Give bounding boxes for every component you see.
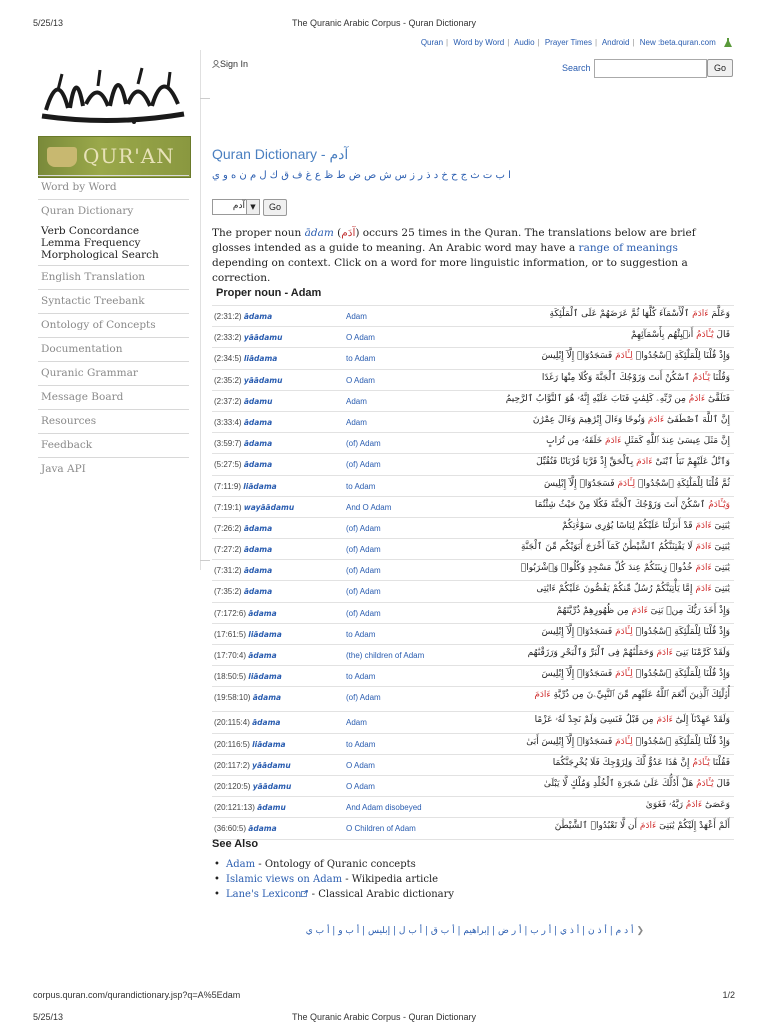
- transliteration[interactable]: wayāādamu: [243, 502, 295, 512]
- transliteration[interactable]: ādama: [243, 587, 273, 597]
- gloss[interactable]: Adam: [346, 718, 367, 728]
- intro-paragraph: [212, 226, 734, 286]
- transliteration[interactable]: liādama: [252, 739, 286, 749]
- verse-text: مِن رَّبِّهِۦ كَلِمَٰتٍ فَتَابَ عَلَيْهِ إِنَّهُۥ هُوَ ٱلتَّوَّابُ ٱلرَّحِيمُ: [505, 393, 689, 404]
- transliteration[interactable]: yāādamu: [252, 760, 291, 770]
- transliteration[interactable]: liādama: [243, 481, 277, 491]
- table-row: [212, 454, 734, 475]
- verse-text: ٱلْأَسْمَآءَ كُلَّهَا ثُمَّ عَرَضَهُمْ عَلَى ٱلْمَلَٰٓئِكَةِ: [549, 309, 693, 319]
- sidebar: [38, 175, 189, 481]
- gloss[interactable]: O Adam: [346, 760, 375, 770]
- arabic-verse[interactable]: [506, 394, 730, 404]
- arabic-verse[interactable]: [535, 715, 730, 725]
- gloss[interactable]: (of) Adam: [346, 608, 381, 618]
- arabic-verse[interactable]: [542, 669, 730, 679]
- nav-quran[interactable]: Quran: [420, 38, 444, 48]
- gloss[interactable]: O Adam: [346, 375, 375, 385]
- arabic-verse[interactable]: [521, 563, 730, 573]
- location-ref[interactable]: (19:58:10): [214, 693, 251, 703]
- gloss[interactable]: O Children of Adam: [346, 824, 416, 834]
- gloss[interactable]: And Adam disobeyed: [346, 803, 422, 813]
- list-item: [212, 857, 454, 872]
- verse-text: هَلْ أَدُلُّكَ عَلَىٰ شَجَرَةِ ٱلْخُلْدِ وَمُلْكٍ لَّا يَبْلَىٰ: [543, 778, 697, 789]
- sidebar-item-java-api[interactable]: Java API: [41, 463, 86, 475]
- table-row: [212, 776, 734, 797]
- print-url: corpus.quran.com/qurandictionary.jsp?q=A%5Edam: [33, 990, 241, 1000]
- see-also-desc: - Ontology of Quranic concepts: [255, 859, 416, 870]
- verse-location[interactable]: [214, 651, 277, 660]
- chevron-down-icon: ▼: [246, 200, 259, 214]
- verse-location[interactable]: [214, 740, 286, 749]
- table-row: [212, 818, 734, 839]
- user-icon: [212, 60, 220, 68]
- verse-text: وَعَلَّمَ: [708, 309, 730, 319]
- location-ref[interactable]: (17:70:4): [214, 651, 247, 660]
- highlighted-word[interactable]: ءَادَمَ: [656, 648, 673, 658]
- highlighted-word[interactable]: ءَادَمَ: [647, 414, 665, 425]
- table-row: [212, 348, 734, 369]
- highlighted-word[interactable]: يَٰٓـَٔادَمُ: [696, 330, 714, 341]
- sidebar-item-resources[interactable]: Resources: [38, 410, 189, 434]
- sidebar-sub-verb-concordance[interactable]: Verb Concordance: [41, 225, 140, 237]
- verse-text: ٱسْكُنْ أَنتَ وَزَوْجُكَ ٱلْجَنَّةَ وَكُلَا مِنْهَا رَغَدًا: [541, 372, 693, 383]
- location-ref[interactable]: (36:60:5): [214, 824, 247, 834]
- shahada-calligraphy-logo: [38, 60, 188, 128]
- highlighted-word[interactable]: يَٰٓـَٔادَمُ: [692, 757, 710, 768]
- location-ref[interactable]: (20:115:4): [214, 718, 250, 728]
- see-also-title: See Also: [212, 838, 259, 850]
- verse-location[interactable]: [214, 609, 277, 618]
- table-row: [212, 645, 734, 666]
- intro-translit-link[interactable]: ādam: [304, 227, 334, 239]
- arabic-verse[interactable]: [536, 584, 730, 594]
- verse-text: يَٰبَنِىٓ: [711, 563, 730, 574]
- print-title: The Quranic Arabic Corpus - Quran Dictionary: [291, 18, 477, 28]
- highlighted-word[interactable]: لِـَٔادَمَ: [617, 478, 636, 489]
- gloss[interactable]: O Adam: [346, 333, 375, 343]
- verse-text: وَقُلْنَا: [710, 372, 730, 383]
- location-ref[interactable]: (20:121:13): [214, 803, 255, 813]
- root-pagination-list[interactable]: أ د م | أ ذ ن | أ ذ ي | أ ر ب | أ ر ض | إبراهيم | أ ب ق | أ ب ل | إبليس | أ ب و | أ ب ي: [305, 926, 634, 936]
- verse-text: فَسَجَدُوٓا۟ إِلَّآ إِبْلِيسَ: [541, 626, 616, 637]
- table-row: [212, 797, 734, 818]
- nav-android[interactable]: Android: [601, 38, 630, 48]
- table-row: [212, 370, 734, 391]
- verse-location[interactable]: [214, 376, 282, 385]
- sidebar-item-ontology[interactable]: Ontology of Concepts: [38, 314, 189, 338]
- verse-text: قَالَ: [713, 330, 730, 341]
- transliteration[interactable]: ādama: [243, 312, 273, 321]
- verse-text: وَٱتْلُ عَلَيْهِمْ نَبَأَ ٱبْنَىْ: [652, 457, 730, 468]
- highlighted-word[interactable]: ءَادَمَ: [695, 563, 712, 574]
- root-go-button[interactable]: Go: [263, 199, 287, 216]
- highlighted-word[interactable]: ءَادَمَ: [636, 457, 653, 468]
- sidebar-item-syntactic-treebank[interactable]: Syntactic Treebank: [38, 290, 189, 314]
- highlighted-word[interactable]: لِـَٔادَمَ: [615, 626, 633, 637]
- nav-audio[interactable]: Audio: [514, 38, 535, 48]
- arabic-verse[interactable]: [546, 436, 730, 446]
- arabic-verse[interactable]: [536, 457, 730, 467]
- intro-text: (: [333, 227, 342, 239]
- print-title: The Quranic Arabic Corpus - Quran Dictionary: [291, 1012, 477, 1022]
- range-of-meanings-link[interactable]: range of meanings: [578, 242, 678, 254]
- search-input[interactable]: [594, 59, 707, 78]
- arabic-verse[interactable]: [542, 627, 730, 637]
- print-page-number: 1/2: [722, 990, 735, 1000]
- nav-word-by-word[interactable]: Word by Word: [453, 38, 505, 48]
- verse-text: وَإِذْ قُلْنَا لِلْمَلَٰٓئِكَةِ ٱسْجُدُوا۟: [632, 626, 730, 637]
- verse-text: إِنَّ مَثَلَ عِيسَىٰ عِندَ ٱللَّهِ كَمَثَلِ: [621, 436, 730, 447]
- table-row: [212, 476, 734, 497]
- table-row: [212, 755, 734, 776]
- highlighted-word[interactable]: ءَادَمَ: [692, 309, 709, 319]
- verse-text: خُذُوا۟ زِينَتَكُمْ عِندَ كُلِّ مَسْجِدٍ وَكُلُوا۟ وَٱشْرَبُوا۟: [520, 563, 696, 574]
- highlighted-word[interactable]: ءَادَمَ: [695, 520, 712, 531]
- quran-logo[interactable]: [38, 136, 191, 178]
- highlighted-word[interactable]: وَيَٰٓـَٔادَمُ: [708, 499, 730, 510]
- verse-text: وَلَقَدْ كَرَّمْنَا بَنِىٓ: [672, 648, 730, 658]
- table-row: [212, 581, 734, 602]
- verse-location[interactable]: [214, 672, 282, 681]
- search-label: Search: [562, 63, 591, 73]
- see-also-link[interactable]: Lane's Lexicon: [226, 889, 302, 900]
- arabic-verse[interactable]: [526, 737, 730, 747]
- verse-text: مِن قَبْلُ فَنَسِىَ وَلَمْ نَجِدْ لَهُۥ عَزْمًا: [534, 715, 657, 726]
- verse-text: ثُمَّ قُلْنَا لِلْمَلَٰٓئِكَةِ ٱسْجُدُوا۟: [635, 478, 730, 489]
- arabic-verse[interactable]: [544, 779, 730, 789]
- transliteration[interactable]: yāādamu: [252, 781, 292, 791]
- verse-location[interactable]: [214, 354, 277, 363]
- verse-text: وَعَصَىٰٓ: [702, 800, 730, 811]
- intro-text: depending on context. Click on a word for more linguistic information, or to suggestion a correction.: [212, 257, 688, 284]
- intro-text: The proper noun: [212, 227, 305, 239]
- location-ref[interactable]: (7:31:2): [214, 566, 242, 576]
- table-row: [212, 327, 734, 348]
- verse-location[interactable]: [214, 503, 294, 512]
- highlighted-word[interactable]: ءَادَمَ: [605, 436, 622, 447]
- section-title: Proper noun - Adam: [216, 287, 322, 299]
- location-ref[interactable]: (2:34:5): [214, 354, 242, 364]
- see-also-desc: - Wikipedia article: [342, 874, 439, 885]
- transliteration[interactable]: liādama: [248, 629, 282, 639]
- table-row: [212, 412, 734, 433]
- table-row: [212, 687, 734, 712]
- verse-text: إِنَّ ٱللَّهَ ٱصْطَفَىٰٓ: [664, 414, 730, 425]
- location-ref[interactable]: (7:19:1): [214, 502, 242, 512]
- sidebar-item-documentation[interactable]: Documentation: [38, 338, 189, 362]
- transliteration[interactable]: ādama: [248, 651, 277, 660]
- highlighted-word[interactable]: ءَادَمَ: [639, 821, 657, 832]
- verse-text: وَإِذْ قُلْنَا لِلْمَلَٰٓئِكَةِ ٱسْجُدُوا۟: [632, 669, 730, 680]
- sidebar-item-feedback[interactable]: Feedback: [38, 434, 189, 458]
- table-row: [212, 560, 734, 581]
- gloss[interactable]: (of) Adam: [346, 693, 381, 703]
- arabic-verse[interactable]: [544, 479, 730, 489]
- highlighted-word[interactable]: يَٰٓـَٔادَمُ: [692, 372, 711, 383]
- verse-text: قَدْ أَنزَلْنَا عَلَيْكُمْ لِبَاسًا يُوَٰرِى سَوْءَٰتِكُمْ: [562, 520, 696, 531]
- location-ref[interactable]: (17:61:5): [214, 629, 247, 639]
- verse-text: يَٰبَنِىٓ: [711, 520, 730, 531]
- highlighted-word[interactable]: ءَادَمَ: [534, 690, 551, 701]
- verse-text: خَلَقَهُۥ مِن تُرَابٍ: [546, 436, 605, 447]
- sidebar-item-word-by-word[interactable]: Word by Word: [38, 175, 189, 200]
- transliteration[interactable]: ādama: [243, 523, 273, 533]
- verse-location[interactable]: [214, 761, 291, 770]
- transliteration[interactable]: ādama: [243, 460, 273, 470]
- verse-location[interactable]: [214, 418, 272, 427]
- gloss[interactable]: to Adam: [346, 672, 376, 682]
- gloss[interactable]: Adam: [346, 396, 367, 406]
- transliteration[interactable]: ādama: [243, 545, 273, 555]
- book-icon: [47, 147, 77, 167]
- highlighted-word[interactable]: يَٰٓـَٔادَمُ: [696, 778, 714, 789]
- arabic-verse[interactable]: [631, 330, 730, 340]
- verse-text: مِن ظُهُورِهِمْ ذُرِّيَّتَهُمْ: [556, 605, 632, 616]
- beaker-icon: [724, 38, 732, 48]
- table-row: [212, 624, 734, 645]
- location-ref[interactable]: (2:33:2): [214, 333, 242, 343]
- location-ref[interactable]: (7:11:9): [214, 481, 241, 491]
- location-ref[interactable]: (7:26:2): [214, 523, 242, 533]
- transliteration[interactable]: liādama: [248, 672, 282, 682]
- divider-tick: [200, 560, 210, 561]
- verse-location[interactable]: [214, 333, 282, 342]
- location-ref[interactable]: (18:50:5): [214, 672, 247, 682]
- table-row: [212, 306, 734, 327]
- verse-location[interactable]: [214, 630, 282, 639]
- transliteration[interactable]: ādama: [243, 417, 273, 427]
- page-title: Quran Dictionary - آدم: [212, 146, 349, 162]
- arabic-verse[interactable]: [550, 309, 730, 319]
- gloss[interactable]: to Adam: [346, 354, 376, 364]
- highlighted-word[interactable]: ءَادَمَ: [631, 605, 648, 616]
- gloss[interactable]: to Adam: [346, 629, 376, 639]
- highlighted-word[interactable]: لِـَٔادَمَ: [615, 736, 633, 747]
- verse-text: أَنۢبِئْهُم بِأَسْمَآئِهِمْ: [631, 330, 697, 341]
- verse-text: لَا يَفْتِنَنَّكُمُ ٱلشَّيْطَٰنُ كَمَآ أَخْرَجَ أَبَوَيْكُم مِّنَ ٱلْجَنَّةِ: [520, 542, 696, 553]
- print-date: 5/25/13: [33, 18, 64, 28]
- verse-location[interactable]: [214, 460, 272, 469]
- print-date: 5/25/13: [33, 1012, 64, 1022]
- verse-text: فَسَجَدُوٓا۟ إِلَّآ إِبْلِيسَ: [541, 351, 616, 362]
- arabic-verse[interactable]: [521, 542, 730, 552]
- highlighted-word[interactable]: لِـَٔادَمَ: [615, 351, 633, 362]
- verse-text: وَنُوحًا وَءَالَ إِبْرَٰهِيمَ وَءَالَ عِمْرَٰنَ: [532, 414, 648, 425]
- transliteration[interactable]: ādama: [243, 439, 273, 449]
- arabic-verse[interactable]: [542, 351, 730, 361]
- location-ref[interactable]: (7:35:2): [214, 587, 242, 597]
- see-also-link[interactable]: Adam: [226, 859, 256, 870]
- verse-text: رَبَّهُۥ فَغَوَىٰ: [645, 800, 686, 811]
- gloss[interactable]: Adam: [346, 312, 367, 321]
- transliteration[interactable]: liādama: [243, 354, 278, 364]
- occurrences-table: [212, 305, 734, 840]
- divider-tick: [200, 98, 210, 99]
- verse-text: يَٰبَنِىٓ: [711, 584, 730, 595]
- verse-text: وَإِذْ قُلْنَا لِلْمَلَٰٓئِكَةِ ٱسْجُدُوا۟: [632, 736, 730, 747]
- verse-text: إِنَّ هَٰذَا عَدُوٌّ لَّكَ وَلِزَوْجِكَ فَلَا يُخْرِجَنَّكُمَا: [552, 757, 693, 768]
- intro-text: ) occurs 25 times in the Quran. The translations below are brief glosses intended as a guide to meaning. An Arabic word may have a: [212, 227, 696, 254]
- verse-text: أُو۟لَٰٓئِكَ ٱلَّذِينَ أَنْعَمَ ٱللَّهُ عَلَيْهِم مِّنَ ٱلنَّبِيِّۦنَ مِن ذُرِّيَّةِ: [550, 690, 730, 701]
- table-row: [212, 603, 734, 624]
- arabic-verse[interactable]: [535, 500, 730, 510]
- location-ref[interactable]: (7:172:6): [214, 608, 247, 618]
- gloss[interactable]: to Adam: [346, 739, 376, 749]
- arabic-verse[interactable]: [555, 821, 730, 831]
- verse-location[interactable]: [214, 566, 272, 575]
- list-item: [212, 887, 454, 902]
- verse-location[interactable]: [214, 439, 272, 448]
- gloss[interactable]: Adam: [346, 417, 367, 427]
- transliteration[interactable]: ādama: [252, 693, 282, 703]
- location-ref[interactable]: (20:117:2): [214, 760, 250, 770]
- verse-location[interactable]: [214, 718, 280, 727]
- verse-location[interactable]: [214, 693, 281, 702]
- arabic-alphabet-nav[interactable]: ا ب ت ث ج ح خ د ذ ر ز س ش ص ض ط ظ ع غ ف ق ك ل م ن ه و ي: [212, 170, 511, 181]
- verse-location[interactable]: [214, 824, 277, 833]
- gloss[interactable]: to Adam: [346, 481, 376, 491]
- transliteration[interactable]: yāādamu: [243, 375, 283, 385]
- highlighted-word[interactable]: لِـَٔادَمَ: [615, 669, 633, 680]
- gloss[interactable]: And O Adam: [346, 502, 392, 512]
- location-ref[interactable]: (20:120:5): [214, 781, 251, 791]
- nav-new-beta[interactable]: New :beta.quran.com: [639, 38, 716, 48]
- verse-text: فَتَلَقَّىٰٓ: [705, 393, 730, 404]
- verse-location[interactable]: [214, 397, 272, 406]
- table-row: [212, 433, 734, 454]
- location-ref[interactable]: (3:33:4): [214, 417, 242, 427]
- verse-text: يَٰبَنِىٓ: [711, 542, 730, 553]
- verse-text: أَلَمْ أَعْهَدْ إِلَيْكُمْ يَٰبَنِىٓ: [656, 821, 730, 832]
- top-nav: Quran | Word by Word | Audio | Prayer Times | Android | New :beta.quran.com: [421, 38, 732, 48]
- arabic-verse[interactable]: [562, 521, 730, 531]
- sidebar-sub-lemma-frequency[interactable]: Lemma Frequency: [41, 237, 141, 249]
- sidebar-item-quranic-grammar[interactable]: Quranic Grammar: [38, 362, 189, 386]
- arabic-verse[interactable]: [533, 415, 730, 425]
- sidebar-sub-morphological-search[interactable]: Morphological Search: [41, 249, 159, 261]
- arabic-verse[interactable]: [553, 758, 730, 768]
- gloss[interactable]: (the) children of Adam: [346, 651, 425, 660]
- transliteration[interactable]: ādamu: [257, 803, 286, 813]
- verse-text: ٱسْكُنْ أَنتَ وَزَوْجُكَ ٱلْجَنَّةَ فَكُلَا مِنْ حَيْثُ شِئْتُمَا: [534, 499, 709, 510]
- location-ref[interactable]: (7:27:2): [214, 545, 242, 555]
- location-ref[interactable]: (2:31:2): [214, 312, 242, 321]
- verse-text: إِمَّا يَأْتِيَنَّكُمْ رُسُلٌ مِّنكُمْ يَقُصُّونَ عَلَيْكُمْ ءَايَٰتِى: [536, 584, 696, 595]
- intro-arabic: آدَم: [341, 227, 356, 239]
- see-also-desc: - Classical Arabic dictionary: [308, 889, 455, 900]
- highlighted-word[interactable]: ءَادَمُ: [685, 800, 703, 811]
- content-divider: [200, 50, 201, 570]
- root-dropdown[interactable]: [212, 199, 260, 215]
- gloss[interactable]: (of) Adam: [346, 566, 381, 576]
- verse-location[interactable]: [214, 312, 272, 321]
- sidebar-item-english-translation[interactable]: English Translation: [38, 266, 189, 290]
- arabic-verse[interactable]: [528, 648, 730, 658]
- table-row: [212, 518, 734, 539]
- print-header: [0, 0, 768, 30]
- arabic-verse[interactable]: [556, 606, 730, 616]
- gloss[interactable]: O Adam: [346, 781, 375, 791]
- verse-location[interactable]: [214, 545, 272, 554]
- verse-text: فَسَجَدُوٓا۟ إِلَّآ إِبْلِيسَ أَبَىٰ: [526, 736, 616, 747]
- location-ref[interactable]: (2:37:2): [214, 396, 242, 406]
- table-row: [212, 734, 734, 755]
- table-row: [212, 539, 734, 560]
- location-ref[interactable]: (20:116:5): [214, 739, 250, 749]
- sign-in-link[interactable]: [212, 59, 248, 69]
- quran-logo-text: QUR'AN: [83, 144, 175, 168]
- verse-text: وَلَقَدْ عَهِدْنَآ إِلَىٰٓ: [672, 715, 730, 726]
- verse-text: فَقُلْنَا: [709, 757, 730, 768]
- verse-location[interactable]: [214, 782, 291, 791]
- gloss[interactable]: (of) Adam: [346, 439, 381, 449]
- transliteration[interactable]: yāādamu: [243, 333, 283, 343]
- transliteration[interactable]: ādama: [248, 608, 277, 618]
- verse-text: أَن لَّا تَعْبُدُوا۟ ٱلشَّيْطَٰنَ: [554, 821, 640, 832]
- root-dropdown-value: آدم: [232, 201, 245, 211]
- search-go-button[interactable]: Go: [707, 59, 733, 77]
- highlighted-word[interactable]: ءَادَمُ: [688, 393, 706, 404]
- table-row: [212, 666, 734, 687]
- transliteration[interactable]: ādama: [243, 566, 273, 576]
- see-also-list: [212, 857, 454, 902]
- arabic-verse[interactable]: [534, 690, 730, 700]
- verse-text: وَحَمَلْنَٰهُمْ فِى ٱلْبَرِّ وَٱلْبَحْرِ وَرَزَقْنَٰهُم: [527, 648, 657, 658]
- transliteration[interactable]: ādama: [252, 718, 281, 728]
- transliteration[interactable]: ādamu: [243, 396, 273, 406]
- table-row: [212, 497, 734, 518]
- transliteration[interactable]: ādama: [248, 824, 277, 834]
- verse-text: وَإِذْ أَخَذَ رَبُّكَ مِنۢ بَنِىٓ: [647, 605, 730, 616]
- gloss[interactable]: (of) Adam: [346, 545, 381, 555]
- highlighted-word[interactable]: ءَادَمَ: [695, 542, 712, 553]
- location-ref[interactable]: (2:35:2): [214, 375, 242, 385]
- chevron-left-icon[interactable]: ❮: [636, 926, 644, 936]
- verse-location[interactable]: [214, 482, 277, 491]
- see-also-link[interactable]: Islamic views on Adam: [226, 874, 343, 885]
- verse-location[interactable]: [214, 803, 286, 812]
- arabic-verse[interactable]: [646, 800, 730, 810]
- highlighted-word[interactable]: ءَادَمَ: [695, 584, 712, 595]
- sidebar-item-quran-dictionary[interactable]: Quran Dictionary: [41, 205, 134, 217]
- verse-text: قَالَ: [713, 778, 730, 789]
- table-row: [212, 391, 734, 412]
- gloss[interactable]: (of) Adam: [346, 460, 381, 470]
- highlighted-word[interactable]: ءَادَمَ: [656, 715, 673, 726]
- verse-location[interactable]: [214, 524, 272, 533]
- gloss[interactable]: (of) Adam: [346, 587, 381, 597]
- gloss[interactable]: (of) Adam: [346, 523, 381, 533]
- verse-location[interactable]: [214, 587, 272, 596]
- verse-text: وَإِذْ قُلْنَا لِلْمَلَٰٓئِكَةِ ٱسْجُدُوا۟: [632, 351, 730, 362]
- verse-text: فَسَجَدُوٓا۟ إِلَّآ إِبْلِيسَ: [543, 478, 618, 489]
- location-ref[interactable]: (3:59:7): [214, 439, 242, 449]
- root-pagination[interactable]: [212, 926, 644, 936]
- verse-text: بِٱلْحَقِّ إِذْ قَرَّبَا قُرْبَانًا فَتُقُبِّلَ: [536, 457, 637, 468]
- nav-prayer-times[interactable]: Prayer Times: [544, 38, 592, 48]
- location-ref[interactable]: (5:27:5): [214, 460, 242, 470]
- table-row: [212, 712, 734, 733]
- verse-text: فَسَجَدُوٓا۟ إِلَّآ إِبْلِيسَ: [541, 669, 616, 680]
- arabic-verse[interactable]: [542, 373, 730, 383]
- sidebar-item-message-board[interactable]: Message Board: [38, 386, 189, 410]
- sign-in-label: Sign In: [220, 59, 249, 69]
- sidebar-subnav: [38, 223, 189, 266]
- list-item: [212, 872, 454, 887]
